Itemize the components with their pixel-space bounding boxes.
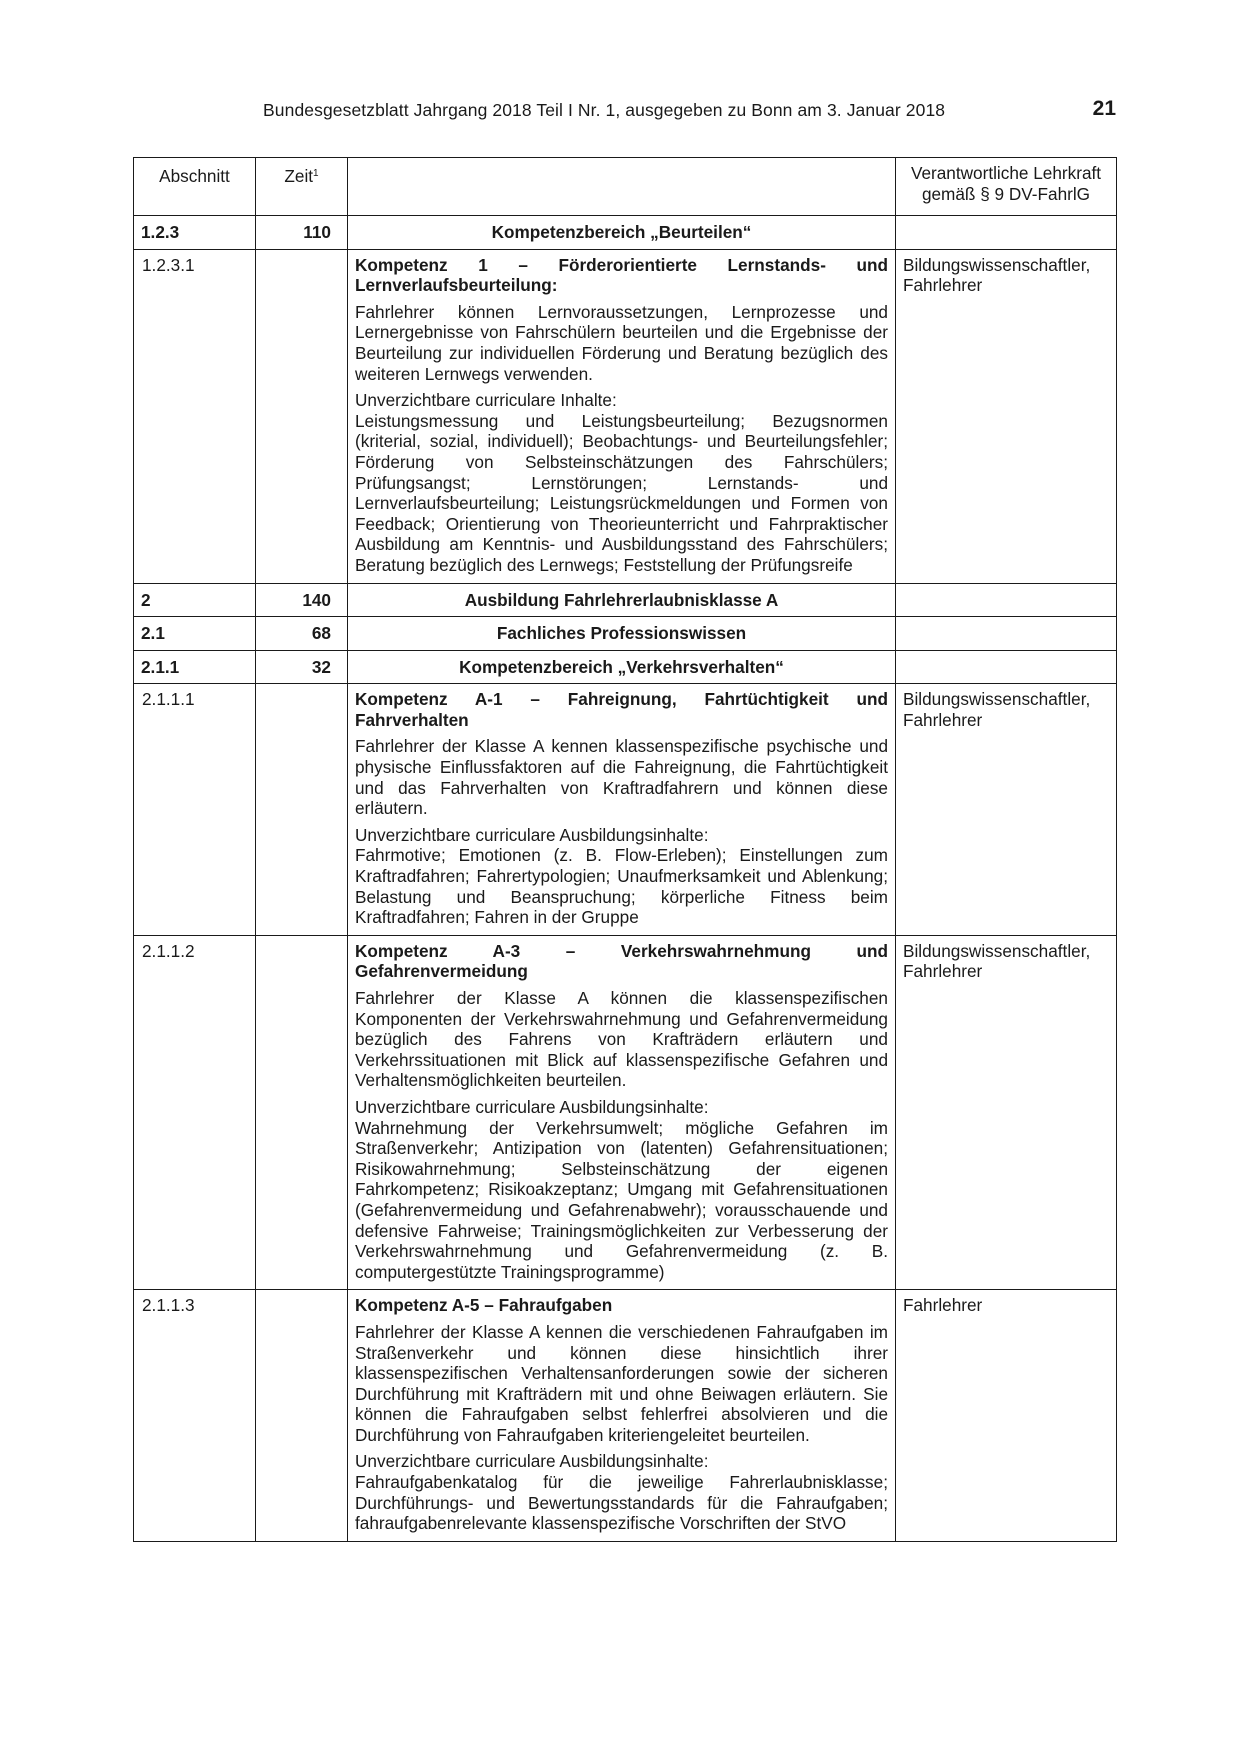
competence-description: Fahrlehrer können Lernvoraussetzungen, Lernprozesse und Lernergebnisse von Fahrschülern beurteilen und die Ergebnisse der Beurteilung zur individuellen Förderung und Beratung bezüglich des weiteren Lernwegs verwenden. <box>355 301 888 384</box>
competence-cell <box>348 684 896 936</box>
zeit-cell <box>256 684 348 936</box>
column-header-topic <box>348 158 896 216</box>
table-row-competence <box>134 684 1117 936</box>
section-title-cell: Kompetenzbereich „Verkehrsverhalten“ <box>348 650 896 684</box>
table-row-section <box>134 216 1117 250</box>
abschnitt-cell: 2.1.1.3 <box>134 1290 256 1542</box>
column-header-abschnitt: Abschnitt <box>134 158 256 216</box>
curriculum-label: Unverzichtbare curriculare Ausbildungsinhalte: <box>355 1451 709 1472</box>
section-title-cell: Kompetenzbereich „Beurteilen“ <box>348 216 896 250</box>
abschnitt-cell: 2.1.1 <box>134 650 256 684</box>
competence-description: Fahrlehrer der Klasse A kennen klassenspezifische psychische und physische Einflussfaktoren auf die Fahreignung, die Fahrtüchtigkeit und das Fahrverhalten von Kraftradfahrern und können diese erläutern. <box>355 736 888 819</box>
curriculum-label: Unverzichtbare curriculare Ausbildungsinhalte: <box>355 1096 709 1117</box>
column-header-teacher-line1: Verantwortliche Lehrkraft <box>910 163 1102 183</box>
teacher-cell <box>896 583 1117 617</box>
zeit-cell: 140 <box>256 583 348 617</box>
table-row-section <box>134 650 1117 684</box>
table-row-section <box>134 617 1117 651</box>
table-row-competence <box>134 935 1117 1290</box>
section-title-cell: Ausbildung Fahrlehrerlaubnisklasse A <box>348 583 896 617</box>
curriculum-items: Leistungsmessung und Leistungsbeurteilung; Bezugsnormen (kriterial, sozial, individuell); Beobachtungs- und Beurteilungsfehler; Förderung von Selbsteinschätzungen des Fahrschülers; Prüfungsangst; Lernstörungen; Lernstands- und Lernverlaufsbeurteilung; Leistungsrückmeldungen und Formen von Feedback; Orientierung von Theorieunterricht und Fahrpraktischer Ausbildung am Kenntnis- und Ausbildungsstand des Fahrschülers; Beratung bezüglich des Lernwegs; Feststellung der Prüfungsreife <box>355 410 888 575</box>
competence-cell <box>348 1290 896 1542</box>
curriculum-items: Wahrnehmung der Verkehrsumwelt; mögliche Gefahren im Straßenverkehr; Antizipation von (latenten) Gefahrensituationen; Risikowahrnehmung; Selbsteinschätzung der eigenen Fahrkompetenz; Risikoakzeptanz; Umgang mit Gefahrensituationen (Gefahrenvermeidung und Gefahrenabwehr); vorausschauende und defensive Fahrweise; Trainingsmöglichkeiten zur Verbesserung der Verkehrswahrnehmung und Gefahrenvermeidung (z. B. computergestützte Trainingsprogramme) <box>355 1117 888 1282</box>
page-header <box>133 97 1116 126</box>
teacher-cell <box>896 216 1117 250</box>
section-title-cell: Fachliches Professionswissen <box>348 617 896 651</box>
table-row-competence <box>134 249 1117 583</box>
abschnitt-cell: 2.1.1.2 <box>134 935 256 1290</box>
column-header-teacher <box>896 158 1117 216</box>
table-row-competence <box>134 1290 1117 1542</box>
footnote-marker: 1 <box>313 168 319 179</box>
page-number: 21 <box>1092 97 1116 120</box>
zeit-cell: 32 <box>256 650 348 684</box>
table-row-section <box>134 583 1117 617</box>
abschnitt-cell: 2 <box>134 583 256 617</box>
competence-cell <box>348 249 896 583</box>
abschnitt-cell: 1.2.3 <box>134 216 256 250</box>
zeit-cell <box>256 935 348 1290</box>
abschnitt-cell: 1.2.3.1 <box>134 249 256 583</box>
curriculum-table <box>133 157 1117 1542</box>
header-title: Bundesgesetzblatt Jahrgang 2018 Teil I Nr. 1, ausgegeben zu Bonn am 3. Januar 2018 <box>263 100 946 120</box>
curriculum-label: Unverzichtbare curriculare Inhalte: <box>355 390 617 411</box>
teacher-cell: Bildungswissenschaftler, Fahrlehrer <box>896 249 1117 583</box>
competence-description: Fahrlehrer der Klasse A können die klassenspezifischen Komponenten der Verkehrswahrnehmung und Gefahrenvermeidung bezüglich des Fahrens von Krafträdern erläutern und Verkehrssituationen mit Blick auf klassenspezifische Gefahren und Verhaltensmöglichkeiten beurteilen. <box>355 988 888 1091</box>
column-header-zeit-label: Zeit <box>284 166 314 186</box>
competence-title: Kompetenz 1 – Förderorientierte Lernstands- und Lernverlaufsbeurteilung: <box>355 254 888 296</box>
teacher-cell: Bildungswissenschaftler, Fahrlehrer <box>896 684 1117 936</box>
teacher-cell: Fahrlehrer <box>896 1290 1117 1542</box>
curriculum-label: Unverzichtbare curriculare Ausbildungsinhalte: <box>355 824 709 845</box>
zeit-cell <box>256 1290 348 1542</box>
competence-description: Fahrlehrer der Klasse A kennen die verschiedenen Fahraufgaben im Straßenverkehr und können diese hinsichtlich ihrer klassenspezifischen Verhaltensanforderungen sowie der sicheren Durchführung mit Krafträdern mit und ohne Beiwagen erläutern. Sie können die Fahraufgaben selbst fehlerfrei absolvieren und die Durchführung von Fahraufgaben kriteriengeleitet beurteilen. <box>355 1321 888 1445</box>
abschnitt-cell: 2.1 <box>134 617 256 651</box>
curriculum-items: Fahraufgabenkatalog für die jeweilige Fahrerlaubnisklasse; Durchführungs- und Bewertungsstandards für die Fahraufgaben; fahraufgabenrelevante klassenspezifische Vorschriften der StVO <box>355 1472 888 1534</box>
curriculum-items: Fahrmotive; Emotionen (z. B. Flow-Erleben); Einstellungen zum Kraftradfahren; Fahrertypologien; Unaufmerksamkeit und Ablenkung; Belastung und Beanspruchung; körperliche Fitness beim Kraftradfahren; Fahren in der Gruppe <box>355 845 888 928</box>
table-header-row <box>134 158 1117 216</box>
zeit-cell: 68 <box>256 617 348 651</box>
abschnitt-cell: 2.1.1.1 <box>134 684 256 936</box>
zeit-cell <box>256 249 348 583</box>
zeit-cell: 110 <box>256 216 348 250</box>
teacher-cell: Bildungswissenschaftler, Fahrlehrer <box>896 935 1117 1290</box>
competence-title: Kompetenz A-3 – Verkehrswahrnehmung und Gefahrenvermeidung <box>355 940 888 982</box>
teacher-cell <box>896 650 1117 684</box>
teacher-cell <box>896 617 1117 651</box>
competence-cell <box>348 935 896 1290</box>
competence-title: Kompetenz A-5 – Fahraufgaben <box>355 1295 613 1316</box>
column-header-zeit <box>256 158 348 216</box>
column-header-teacher-line2: gemäß § 9 DV-FahrlG <box>921 183 1091 204</box>
competence-title: Kompetenz A-1 – Fahreignung, Fahrtüchtigkeit und Fahrverhalten <box>355 689 888 730</box>
